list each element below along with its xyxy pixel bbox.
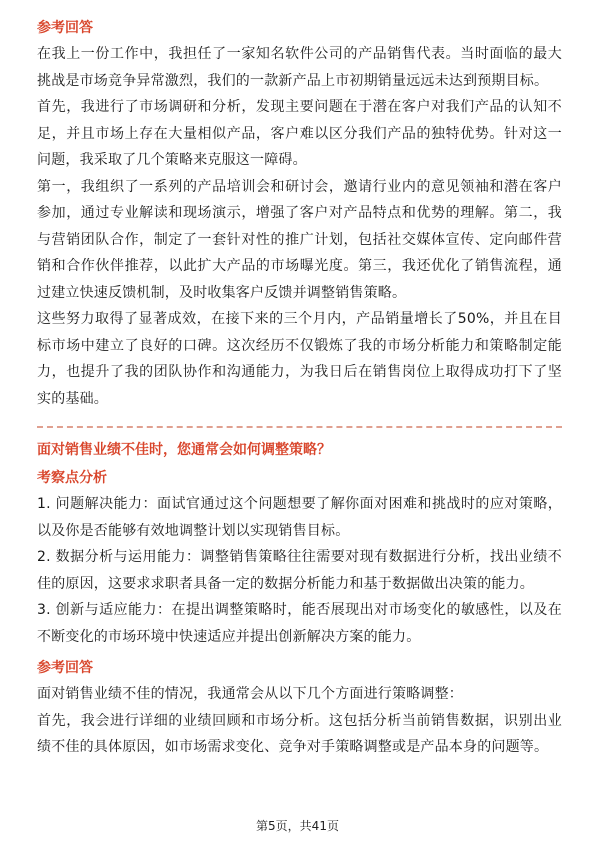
dashed-divider: [37, 426, 562, 428]
page-content: [37, 18, 562, 761]
answer-paragraph: 首先，我会进行详细的业绩回顾和市场分析。这包括分析当前销售数据，识别出业绩不佳的具体原因，如市场需求变化、竞争对手策略调整或是产品本身的问题等。: [37, 712, 562, 755]
answer-label-2: 参考回答: [37, 660, 93, 676]
question-title: 面对销售业绩不佳时，您通常会如何调整策略？: [37, 442, 331, 458]
answer-paragraph: 首先，我进行了市场调研和分析，发现主要问题在于潜在客户对我们产品的认知不足，并且市场上存在大量相似产品，客户难以区分我们产品的独特优势。针对这一问题，我采取了几个策略来克服这一障碍。: [37, 99, 562, 168]
analysis-label: 考察点分析: [37, 470, 107, 486]
answer-paragraph: 这些努力取得了显著成效，在接下来的三个月内，产品销量增长了50%，并且在目标市场中建立了良好的口碑。这次经历不仅锻炼了我的市场分析能力和策略制定能力，也提升了我的团队协作和沟通能力，为我日后在销售岗位上取得成功打下了坚实的基础。: [37, 311, 562, 407]
answer-paragraph: 在我上一份工作中，我担任了一家知名软件公司的产品销售代表。当时面临的最大挑战是市场竞争异常激烈，我们的一款新产品上市初期销量远远未达到预期目标。: [37, 46, 562, 89]
answer-paragraph: 面对销售业绩不佳的情况，我通常会从以下几个方面进行策略调整：: [37, 686, 463, 702]
analysis-item: 3. 创新与适应能力：在提出调整策略时，能否展现出对市场变化的敏感性，以及在不断变化的市场环境中快速适应并提出创新解决方案的能力。: [37, 602, 562, 645]
page-number: 第5页，共41页: [256, 819, 339, 833]
answer-label-1: 参考回答: [37, 20, 93, 36]
analysis-item: 1. 问题解决能力：面试官通过这个问题想要了解你面对困难和挑战时的应对策略，以及你是否能够有效地调整计划以实现销售目标。: [37, 496, 562, 539]
answer-paragraph: 第一，我组织了一系列的产品培训会和研讨会，邀请行业内的意见领袖和潜在客户参加，通过专业解读和现场演示，增强了客户对产品特点和优势的理解。第二，我与营销团队合作，制定了一套针对性的推广计划，包括社交媒体宣传、定向邮件营销和合作伙伴推荐，以此扩大产品的市场曝光度。第三，我还优化了销售流程，通过建立快速反馈机制，及时收集客户反馈并调整销售策略。: [37, 178, 562, 301]
analysis-item: 2. 数据分析与运用能力：调整销售策略往往需要对现有数据进行分析，找出业绩不佳的原因，这要求求职者具备一定的数据分析能力和基于数据做出决策的能力。: [37, 549, 562, 592]
